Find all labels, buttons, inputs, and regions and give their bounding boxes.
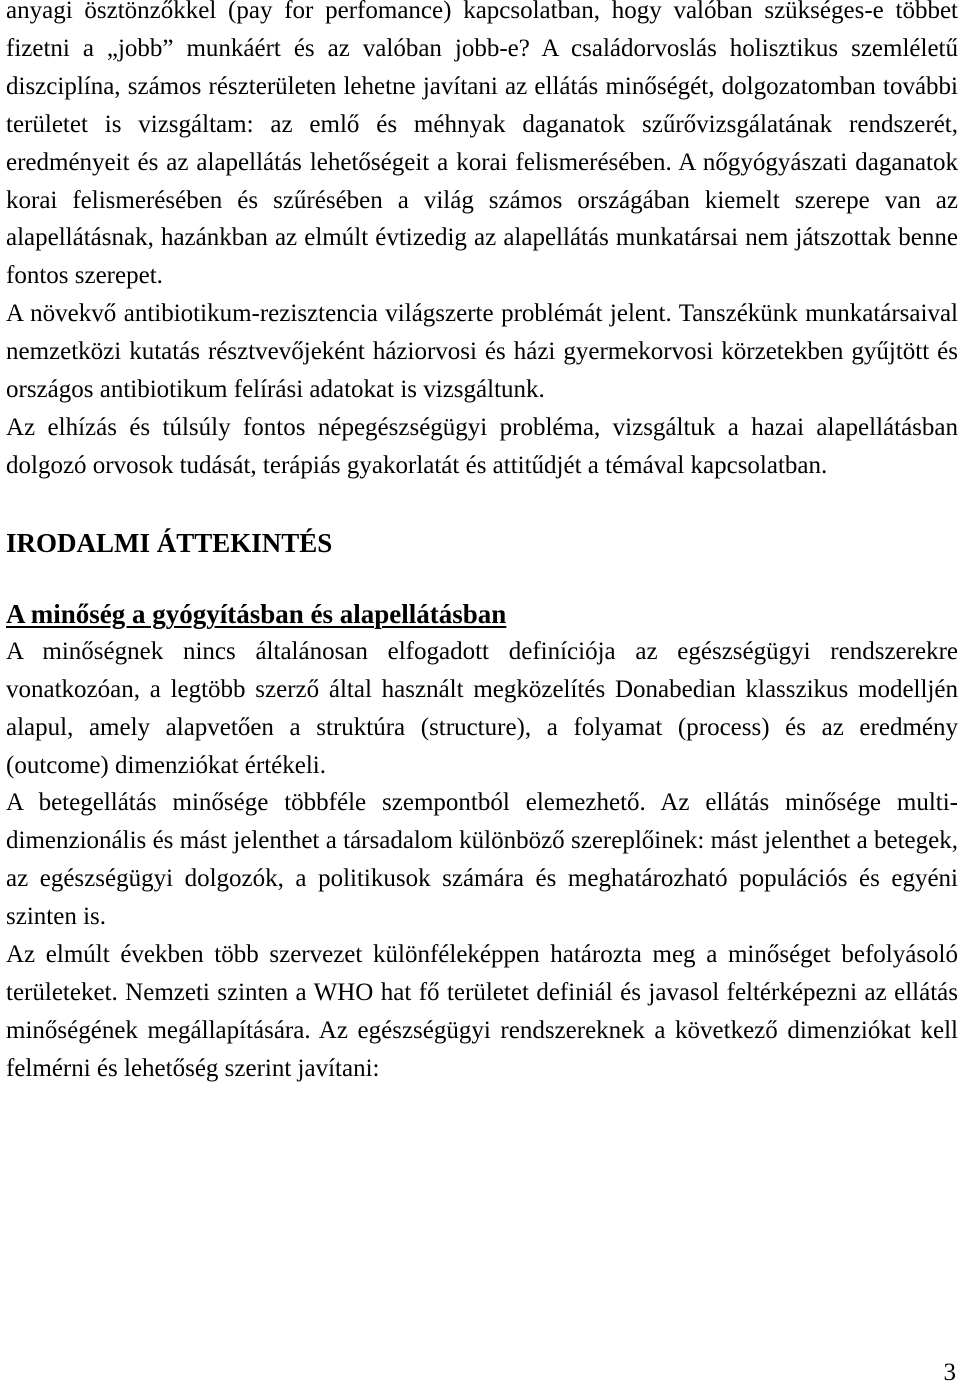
- paragraph-obesity: Az elhízás és túlsúly fontos népegészségügyi probléma, vizsgáltuk a hazai alapellátásban dolgozó orvosok tudását, terápiás gyakorlatát és attitűdjét a témával kapcsolatban.: [6, 413, 958, 479]
- subsection-heading: A minőség a gyógyításban és alapellátásban: [6, 598, 507, 629]
- paragraph-antibiotic-resistance: A növekvő antibiotikum-rezisztencia világszerte problémát jelent. Tanszékünk munkatársaival nemzetközi kutatás résztvevőjeként háziorvosi és házi gyermekorvosi körzetekben gyűjtött és országos antibiotikum felírási adatokat is vizsgáltunk.: [6, 300, 958, 404]
- paragraph-who-areas: Az elmúlt években több szervezet különféleképpen határozta meg a minőséget befolyásoló területeket. Nemzeti szinten a WHO hat fő területet definiál és javasol feltérképezni az ellátás minőségének megállapítására. Az egészségügyi rendszereknek a következő dimenziókat kell felmérni és lehetőség szerint javítani:: [6, 941, 958, 1082]
- paragraph-holistic-approach: anyagi ösztönzőkkel (pay for perfomance) kapcsolatban, hogy valóban szükséges-e többet fizetni a „jobb” munkáért és az valóban jobb-e? A családorvoslás holisztikus szemléletű diszciplína, számos részterületen lehetne javítani az ellátás minőségét, dolgozatomban további területet is vizsgáltam: az emlő és méhnyak daganatok szűrővizsgálatának rendszerét, eredményeit és az alapellátás lehetőségeit a korai felismerésében. A nőgyógyászati daganatok korai felismerésében és szűrésében a világ számos országában kiemelt szerepe van az alapellátásnak, hazánkban az elmúlt évtizedig az alapellátás munkatársai nem játszottak benne fontos szerepet.: [6, 0, 958, 290]
- section-heading: IRODALMI ÁTTEKINTÉS: [6, 527, 333, 558]
- page-number: 3: [943, 1359, 956, 1386]
- paragraph-quality-definition: A minőségnek nincs általánosan elfogadott definíciója az egészségügyi rendszerekre vonatkozóan, a legtöbb szerző által használt megközelítés Donabedian klasszikus modelljén alapul, amely alapvetően a struktúra (structure), a folyamat (process) és az eredmény (outcome) dimenziókat értékeli.: [6, 637, 958, 779]
- paragraph-quality-dimensions: A betegellátás minősége többféle szempontból elemezhető. Az ellátás minősége multi-dimenzionális és mást jelenthet a társadalom különböző szereplőinek: mást jelenthet a betegek, az egészségügyi dolgozók, a politikusok számára és meghatározható populációs és egyéni szinten is.: [6, 789, 958, 931]
- document-page: [6, 0, 958, 1088]
